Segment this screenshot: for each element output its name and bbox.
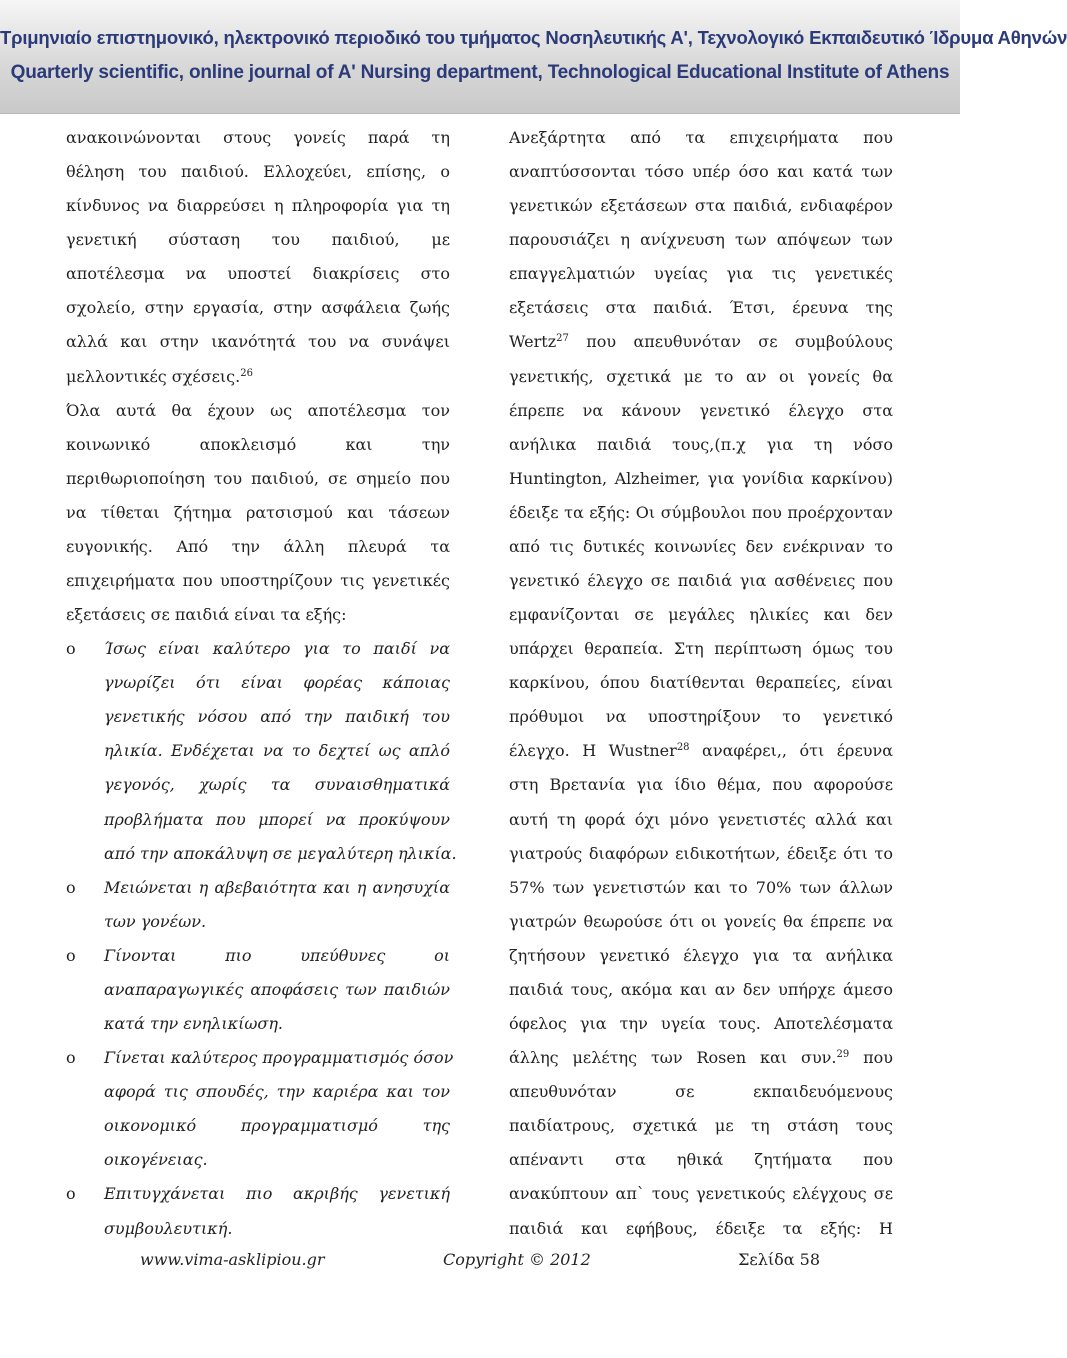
text-line-content: Μειώνεται η αβεβαιότητα και η ανησυχία: [104, 877, 450, 897]
text-line: [509, 939, 893, 973]
text-line-content: κοινωνικό αποκλεισμό και την: [66, 434, 450, 454]
text-line-content: ανακύπτουν απ` τους γενετικούς ελέγχους σε: [509, 1184, 893, 1204]
text-line: [66, 598, 450, 632]
text-line: [509, 700, 893, 734]
text-line: [509, 837, 893, 871]
text-line: [509, 564, 893, 598]
text-line-content: αναπαραγωγικές αποφάσεις των παιδιών: [104, 979, 450, 999]
text-line-content: παιδιά και εφήβους, έδειξε τα εξής: Η: [509, 1218, 893, 1238]
text-line: [66, 291, 450, 325]
text-line-content: γιατρούς διαφόρων ειδικοτήτων, έδειξε ότι το: [509, 843, 893, 863]
text-line: [509, 1075, 893, 1109]
text-line-content: άλλης μελέτης των Rosen και συν.: [509, 1048, 837, 1068]
text-line-content: ζητήσουν γενετικό έλεγχο για τα ανήλικα: [509, 945, 893, 965]
text-line-content: Όλα αυτά θα έχουν ως αποτέλεσμα τον: [66, 400, 450, 420]
text-line-content: Huntington, Alzheimer, για γονίδια καρκίνου): [509, 468, 893, 488]
text-line-content: γνωρίζει ότι είναι φορέας κάποιας: [104, 673, 450, 693]
text-line: [509, 1109, 893, 1143]
text-line: [509, 360, 893, 394]
text-line-content: μελλοντικές σχέσεις.: [66, 366, 241, 386]
text-line: [509, 428, 893, 462]
bullet-item: [66, 1177, 450, 1211]
text-line-content: οικονομικό προγραμματισμό της: [104, 1116, 450, 1136]
footer-copyright: Copyright © 2012: [443, 1250, 591, 1269]
text-line-content: ευγονικής. Από την άλλη πλευρά τα: [66, 536, 450, 556]
header-title-english: Quarterly scientific, online journal of A' Nursing department, Technological Educational Institute of Athens: [10, 62, 950, 83]
text-line-content: παιδιά τους, ακόμα και αν δεν υπήρχε άμεσο: [509, 979, 893, 999]
text-line: [509, 1212, 893, 1246]
text-line-content: των γονέων.: [104, 911, 207, 931]
bullet-item: [66, 1041, 454, 1075]
text-line-content: γεγονός, χωρίς τα συναισθηματικά: [104, 775, 450, 795]
text-line: [509, 291, 893, 325]
text-line: [66, 155, 450, 189]
bullet-item-continuation: [66, 1212, 450, 1246]
text-line-content: ανακοινώνονται στους γονείς παρά τη: [66, 128, 450, 147]
text-line-content: Γίνεται καλύτερος προγραμματισμός όσον: [104, 1048, 454, 1068]
text-line: [509, 973, 893, 1007]
text-line-content: περιθωριοποίηση του παιδιού, σε σημείο που: [66, 468, 450, 488]
text-line-content: πρόθυμοι να υποστηρίξουν το γενετικό: [509, 707, 893, 727]
text-line: [509, 325, 893, 359]
text-line: [509, 632, 893, 666]
bullet-item-continuation: [66, 803, 450, 837]
text-line-content: επαγγελματιών υγείας για τις γενετικές: [509, 264, 893, 284]
text-line-content: Επιτυγχάνεται πιο ακριβής γενετική: [104, 1184, 450, 1204]
text-line-content: αλλά και στην ικανότητά του να συνάψει: [66, 332, 450, 352]
text-line-content: παιδίατρους, σχετικά με τη στάση τους: [509, 1116, 893, 1136]
text-line-content: οικογένειας.: [104, 1150, 208, 1170]
text-line: [509, 1007, 893, 1041]
text-line-content: από την αποκάλυψη σε μεγαλύτερη ηλικία.: [104, 843, 457, 863]
header-title-greek: Τριμηνιαίο επιστημονικό, ηλεκτρονικό περιοδικό του τμήματος Νοσηλευτικής Α', Τεχνολογικό Εκπαιδευτικό Ίδρυμα Αθηνών: [0, 27, 1067, 48]
bullet-item-continuation: [66, 1143, 450, 1177]
text-line-content: έδειξε τα εξής: Οι σύμβουλοι που προέρχονταν: [509, 502, 893, 522]
text-line: [509, 1177, 893, 1211]
text-line: [66, 428, 450, 462]
text-line: [509, 394, 893, 428]
text-line-content: να τίθεται ζήτημα ρατσισμού και τάσεων: [66, 502, 450, 522]
text-line-content: απέναντι στα ηθικά ζητήματα που: [509, 1150, 893, 1170]
text-line-content: γενετικής νόσου από την παιδική του: [104, 707, 450, 727]
text-line-content: ηλικία. Ενδέχεται να το δεχτεί ως απλό: [104, 741, 450, 761]
text-line: [66, 121, 450, 155]
text-line: [509, 1143, 893, 1177]
text-line: [66, 257, 450, 291]
bullet-item-continuation: [66, 734, 450, 768]
journal-header-banner: [0, 0, 1067, 114]
text-line-content: θέληση του παιδιού. Ελλοχεύει, επίσης, ο: [66, 162, 450, 182]
text-line-content: κατά την ενηλικίωση.: [104, 1014, 284, 1034]
text-line: [66, 223, 450, 257]
text-line: [509, 155, 893, 189]
bullet-item-continuation: [66, 1007, 450, 1041]
text-line: [509, 1041, 893, 1075]
reference-superscript: 26: [240, 367, 253, 379]
text-line: [509, 530, 893, 564]
text-line-content: εξετάσεις σε παιδιά είναι τα εξής:: [66, 605, 347, 625]
text-line-content: κίνδυνος να διαρρεύσει η πληροφορία για τη: [66, 196, 450, 216]
text-line: [66, 394, 450, 428]
right-text-column: [509, 121, 893, 1246]
text-line-content: γιατρών θεωρούσε ότι οι γονείς θα έπρεπε να: [509, 911, 893, 931]
text-line: [509, 121, 893, 155]
text-line-content: αυτή τη φορά όχι μόνο γενετιστές αλλά και: [509, 809, 893, 829]
bullet-item-continuation: [66, 1075, 450, 1109]
text-line: [509, 871, 893, 905]
bullet-item-continuation: [66, 768, 450, 802]
text-line: [509, 666, 893, 700]
bullet-item-continuation: [66, 837, 457, 871]
bullet-item: [66, 632, 450, 666]
text-line: [66, 325, 450, 359]
text-line-content: στη Βρετανία για ίδιο θέμα, που αφορούσε: [509, 775, 893, 795]
text-line-content: γενετικό έλεγχο σε παιδιά για ασθένειες που: [509, 571, 893, 591]
text-line-content: γενετικών εξετάσεων στα παιδιά, ενδιαφέρον: [509, 196, 893, 216]
bullet-item-continuation: [66, 905, 450, 939]
bullet-item-continuation: [66, 973, 450, 1007]
text-line-content: Ανεξάρτητα από τα επιχειρήματα που: [509, 128, 893, 147]
text-line-content: έπρεπε να κάνουν γενετικό έλεγχο στα: [509, 400, 893, 420]
text-line: [66, 462, 450, 496]
reference-superscript: 29: [836, 1049, 850, 1061]
text-line: [509, 803, 893, 837]
text-line-content: γενετικής, σχετικά με το αν οι γονείς θα: [509, 366, 893, 386]
bullet-item: [66, 939, 450, 973]
text-line: [509, 189, 893, 223]
text-line-content: αποτέλεσμα να υποστεί διακρίσεις στο: [66, 264, 450, 284]
text-line: [509, 734, 893, 768]
text-line-content: εμφανίζονται σε μεγάλες ηλικίες και δεν: [509, 605, 893, 625]
text-line: [66, 496, 450, 530]
text-line: [509, 598, 893, 632]
text-line-content: σχολείο, στην εργασία, στην ασφάλεια ζωής: [66, 298, 450, 318]
text-line: [66, 189, 450, 223]
footer-website-link[interactable]: www.vima-asklipiou.gr: [140, 1250, 325, 1269]
text-line: [66, 564, 450, 598]
bullet-item: [66, 871, 450, 905]
text-line-content: υπάρχει θεραπεία. Στη περίπτωση όμως του: [509, 639, 893, 659]
text-line-content: εξετάσεις στα παιδιά. Έτσι, έρευνα της: [509, 298, 893, 318]
text-line: [509, 257, 893, 291]
footer-page-number: Σελίδα 58: [738, 1250, 820, 1269]
text-line-content: επιχειρήματα που υποστηρίζουν τις γενετικές: [66, 571, 450, 591]
reference-superscript: 27: [556, 333, 569, 345]
text-line-content: Ίσως είναι καλύτερο για το παιδί να: [104, 639, 450, 659]
text-line-content: συμβουλευτική.: [104, 1218, 233, 1238]
text-line-continuation: αναφέρει,, ότι έρευνα: [689, 741, 894, 761]
text-line: [509, 223, 893, 257]
text-line-content: από τις δυτικές κοινωνίες δεν ενέκριναν το: [509, 536, 893, 556]
text-line-content: απευθυνόταν σε εκπαιδευόμενους: [509, 1082, 893, 1102]
text-line-content: αφορά τις σπουδές, την καριέρα και τον: [104, 1082, 450, 1102]
text-line-content: Wertz: [509, 332, 557, 352]
text-line-continuation: που απευθυνόταν σε συμβούλους: [568, 332, 893, 352]
text-line: [66, 530, 450, 564]
text-line-content: παρουσιάζει η ανίχνευση των απόψεων των: [509, 230, 893, 250]
text-line-content: γενετική σύσταση του παιδιού, με: [66, 230, 450, 250]
text-line-content: ανήλικα παιδιά τους,(π.χ για τη νόσο: [509, 434, 893, 454]
text-line-content: καρκίνου, όπου διατίθενται θεραπείες, είναι: [509, 673, 893, 693]
text-line: [509, 905, 893, 939]
left-text-column: [66, 121, 457, 1246]
text-line: [509, 768, 893, 802]
text-line-continuation: που: [849, 1048, 893, 1068]
text-line: [509, 496, 893, 530]
bullet-item-continuation: [66, 666, 450, 700]
text-line-content: έλεγχο. Η Wustner: [509, 741, 677, 761]
text-line: [509, 462, 893, 496]
bullet-item-continuation: [66, 1109, 450, 1143]
text-line: [66, 360, 450, 394]
bullet-item-continuation: [66, 700, 450, 734]
page-footer: [140, 1248, 820, 1272]
text-line-content: προβλήματα που μπορεί να προκύψουν: [104, 809, 450, 829]
reference-superscript: 28: [676, 742, 690, 754]
text-line-content: όφελος για την υγεία τους. Αποτελέσματα: [509, 1014, 893, 1034]
text-line-content: 57% των γενετιστών και το 70% των άλλων: [509, 877, 893, 897]
text-line-content: αναπτύσσονται τόσο υπέρ όσο και κατά των: [509, 162, 893, 182]
text-line-content: Γίνονται πιο υπεύθυνες οι: [104, 945, 450, 965]
